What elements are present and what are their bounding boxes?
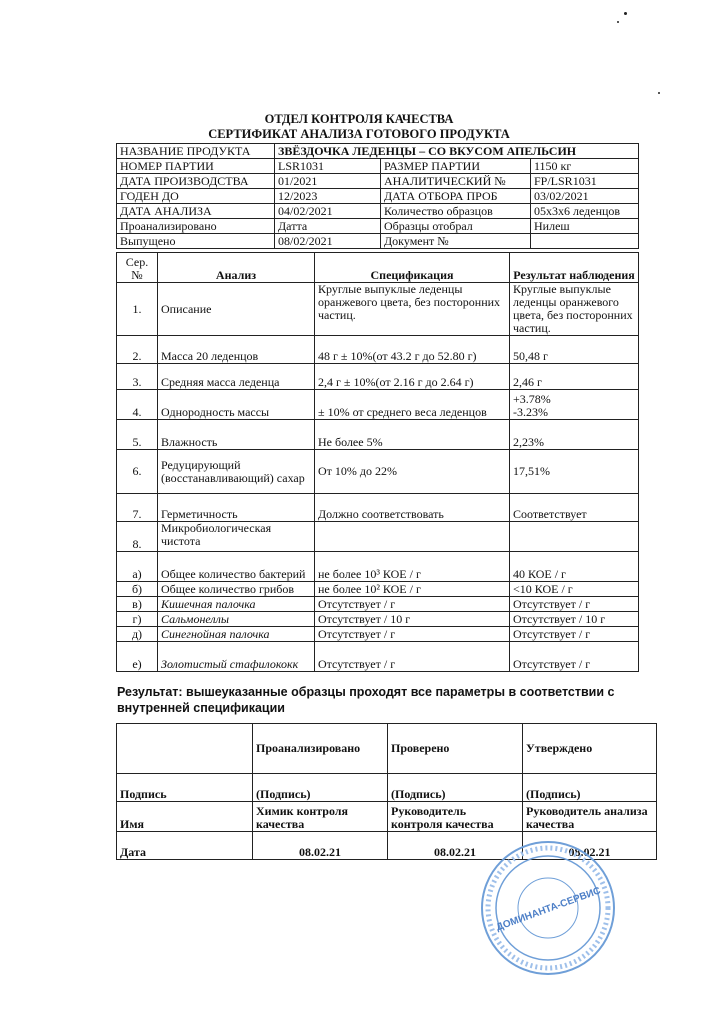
row-specification: От 10% до 22% <box>315 450 510 494</box>
table-row <box>117 522 639 552</box>
table-row <box>117 552 639 582</box>
sample-count-label: Количество образцов <box>381 204 531 219</box>
header-specification: Спецификация <box>315 253 510 283</box>
row-specification: не более 10² КОЕ / г <box>315 582 510 597</box>
expiry-label: ГОДЕН ДО <box>117 189 275 204</box>
table-row <box>117 420 639 450</box>
company-stamp <box>478 838 618 978</box>
table-row <box>117 144 639 159</box>
row-result: Отсутствует / г <box>510 642 639 672</box>
sample-date-label: ДАТА ОТБОРА ПРОБ <box>381 189 531 204</box>
table-row <box>117 189 639 204</box>
sample-date-value: 03/02/2021 <box>531 189 639 204</box>
document-label: Документ № <box>381 234 531 249</box>
analysis-table <box>116 252 639 672</box>
date-approved: 08.02.21 <box>523 832 657 860</box>
table-row <box>117 234 639 249</box>
row-analysis: Общее количество бактерий <box>158 552 315 582</box>
department-title: ОТДЕЛ КОНТРОЛЯ КАЧЕСТВА <box>264 112 454 126</box>
row-number: 6. <box>117 450 158 494</box>
row-analysis: Кишечная палочка <box>158 597 315 612</box>
row-number: в) <box>117 597 158 612</box>
row-number: а) <box>117 552 158 582</box>
sampled-by-label: Образцы отобрал <box>381 219 531 234</box>
row-result: 17,51% <box>510 450 639 494</box>
table-row <box>117 336 639 364</box>
batch-number-value: LSR1031 <box>275 159 381 174</box>
row-specification: 2,4 г ± 10%(от 2.16 г до 2.64 г) <box>315 364 510 390</box>
row-analysis: Описание <box>158 283 315 336</box>
column-analyzed: Проанализировано <box>253 724 388 774</box>
expiry-value: 12/2023 <box>275 189 381 204</box>
name-label: Имя <box>117 802 253 832</box>
analysis-date-label: ДАТА АНАЛИЗА <box>117 204 275 219</box>
batch-size-value: 1150 кг <box>531 159 639 174</box>
table-row <box>117 802 657 832</box>
row-result: Круглые выпуклые леденцы оранжевого цвета, без посторонних частиц. <box>510 283 639 336</box>
signature-checked: (Подпись) <box>388 774 523 802</box>
batch-number-label: НОМЕР ПАРТИИ <box>117 159 275 174</box>
stamp-text: ДОМИНАНТА-СЕРВИС <box>494 885 603 934</box>
row-specification: 48 г ± 10%(от 43.2 г до 52.80 г) <box>315 336 510 364</box>
scan-speck <box>617 21 619 23</box>
table-row <box>117 724 657 774</box>
row-number: 3. <box>117 364 158 390</box>
row-number: 1. <box>117 283 158 336</box>
table-row <box>117 627 639 642</box>
table-row <box>117 494 639 522</box>
row-specification: не более 10³ КОЕ / г <box>315 552 510 582</box>
row-specification: Не более 5% <box>315 420 510 450</box>
row-specification <box>315 522 510 552</box>
result-statement: Результат: вышеуказанные образцы проходят все параметры в соответствии с внутренней спецификации <box>117 685 615 715</box>
signature-analyzed: (Подпись) <box>253 774 388 802</box>
row-result: Отсутствует / г <box>510 627 639 642</box>
row-specification: Должно соответствовать <box>315 494 510 522</box>
table-row <box>117 450 639 494</box>
row-number: е) <box>117 642 158 672</box>
header-serial-number: Сер. № <box>117 253 158 283</box>
header-result: Результат наблюдения <box>510 253 639 283</box>
row-number: д) <box>117 627 158 642</box>
production-date-label: ДАТА ПРОИЗВОДСТВА <box>117 174 275 189</box>
row-analysis: Масса 20 леденцов <box>158 336 315 364</box>
table-row <box>117 159 639 174</box>
scan-speck <box>624 12 627 15</box>
row-specification: ± 10% от среднего веса леденцов <box>315 390 510 420</box>
row-specification: Отсутствует / 10 г <box>315 612 510 627</box>
issued-value: 08/02/2021 <box>275 234 381 249</box>
issued-label: Выпущено <box>117 234 275 249</box>
table-row <box>117 642 639 672</box>
row-number: 5. <box>117 420 158 450</box>
table-row <box>117 597 639 612</box>
empty-cell <box>117 724 253 774</box>
signature-label: Подпись <box>117 774 253 802</box>
scan-speck <box>658 92 660 94</box>
table-row <box>117 283 639 336</box>
row-number: 4. <box>117 390 158 420</box>
row-number: г) <box>117 612 158 627</box>
table-row <box>117 204 639 219</box>
table-row <box>117 612 639 627</box>
row-result: +3.78% -3.23% <box>510 390 639 420</box>
product-name-label: НАЗВАНИЕ ПРОДУКТА <box>117 144 275 159</box>
row-analysis: Золотистый стафилококк <box>158 642 315 672</box>
analysis-date-value: 04/02/2021 <box>275 204 381 219</box>
analyzed-by-value: Датта <box>275 219 381 234</box>
sampled-by-value: Нилеш <box>531 219 639 234</box>
row-number: 2. <box>117 336 158 364</box>
row-analysis: Герметичность <box>158 494 315 522</box>
table-header-row <box>117 253 639 283</box>
row-analysis: Средняя масса леденца <box>158 364 315 390</box>
row-specification: Отсутствует / г <box>315 627 510 642</box>
date-analyzed: 08.02.21 <box>253 832 388 860</box>
name-analyzed: Химик контроля качества <box>253 802 388 832</box>
row-result: 2,23% <box>510 420 639 450</box>
row-specification: Отсутствует / г <box>315 597 510 612</box>
row-specification: Круглые выпуклые леденцы оранжевого цвета, без посторонних частиц. <box>315 283 510 336</box>
row-number: 7. <box>117 494 158 522</box>
row-analysis: Влажность <box>158 420 315 450</box>
table-row <box>117 219 639 234</box>
row-number: б) <box>117 582 158 597</box>
row-analysis: Редуцирующий (восстанавливающий) сахар <box>158 450 315 494</box>
row-analysis: Сальмонеллы <box>158 612 315 627</box>
product-name-value: ЗВЁЗДОЧКА ЛЕДЕНЦЫ – СО ВКУСОМ АПЕЛЬСИН <box>275 144 639 159</box>
row-analysis: Общее количество грибов <box>158 582 315 597</box>
row-result: <10 КОЕ / г <box>510 582 639 597</box>
row-result: 2,46 г <box>510 364 639 390</box>
analytic-number-value: FP/LSR1031 <box>531 174 639 189</box>
column-checked: Проверено <box>388 724 523 774</box>
row-analysis: Микробиологическая чистота <box>158 522 315 552</box>
analytic-number-label: АНАЛИТИЧЕСКИЙ № <box>381 174 531 189</box>
row-result: 40 КОЕ / г <box>510 552 639 582</box>
production-date-value: 01/2021 <box>275 174 381 189</box>
header-analysis: Анализ <box>158 253 315 283</box>
document-value <box>531 234 639 249</box>
table-row <box>117 364 639 390</box>
row-result: Соответствует <box>510 494 639 522</box>
table-row <box>117 390 639 420</box>
product-info-table <box>116 143 639 249</box>
batch-size-label: РАЗМЕР ПАРТИИ <box>381 159 531 174</box>
table-row <box>117 774 657 802</box>
row-specification: Отсутствует / г <box>315 642 510 672</box>
row-analysis: Синегнойная палочка <box>158 627 315 642</box>
row-result: Отсутствует / 10 г <box>510 612 639 627</box>
signature-approved: (Подпись) <box>523 774 657 802</box>
date-checked: 08.02.21 <box>388 832 523 860</box>
name-approved: Руководитель анализа качества <box>523 802 657 832</box>
table-row <box>117 582 639 597</box>
certificate-title: СЕРТИФИКАТ АНАЛИЗА ГОТОВОГО ПРОДУКТА <box>208 127 510 141</box>
row-analysis: Однородность массы <box>158 390 315 420</box>
date-label: Дата <box>117 832 253 860</box>
name-checked: Руководитель контроля качества <box>388 802 523 832</box>
column-approved: Утверждено <box>523 724 657 774</box>
sample-count-value: 05х3х6 леденцов <box>531 204 639 219</box>
row-number: 8. <box>117 522 158 552</box>
analyzed-by-label: Проанализировано <box>117 219 275 234</box>
row-result: 50,48 г <box>510 336 639 364</box>
table-row <box>117 174 639 189</box>
row-result <box>510 522 639 552</box>
row-result: Отсутствует / г <box>510 597 639 612</box>
